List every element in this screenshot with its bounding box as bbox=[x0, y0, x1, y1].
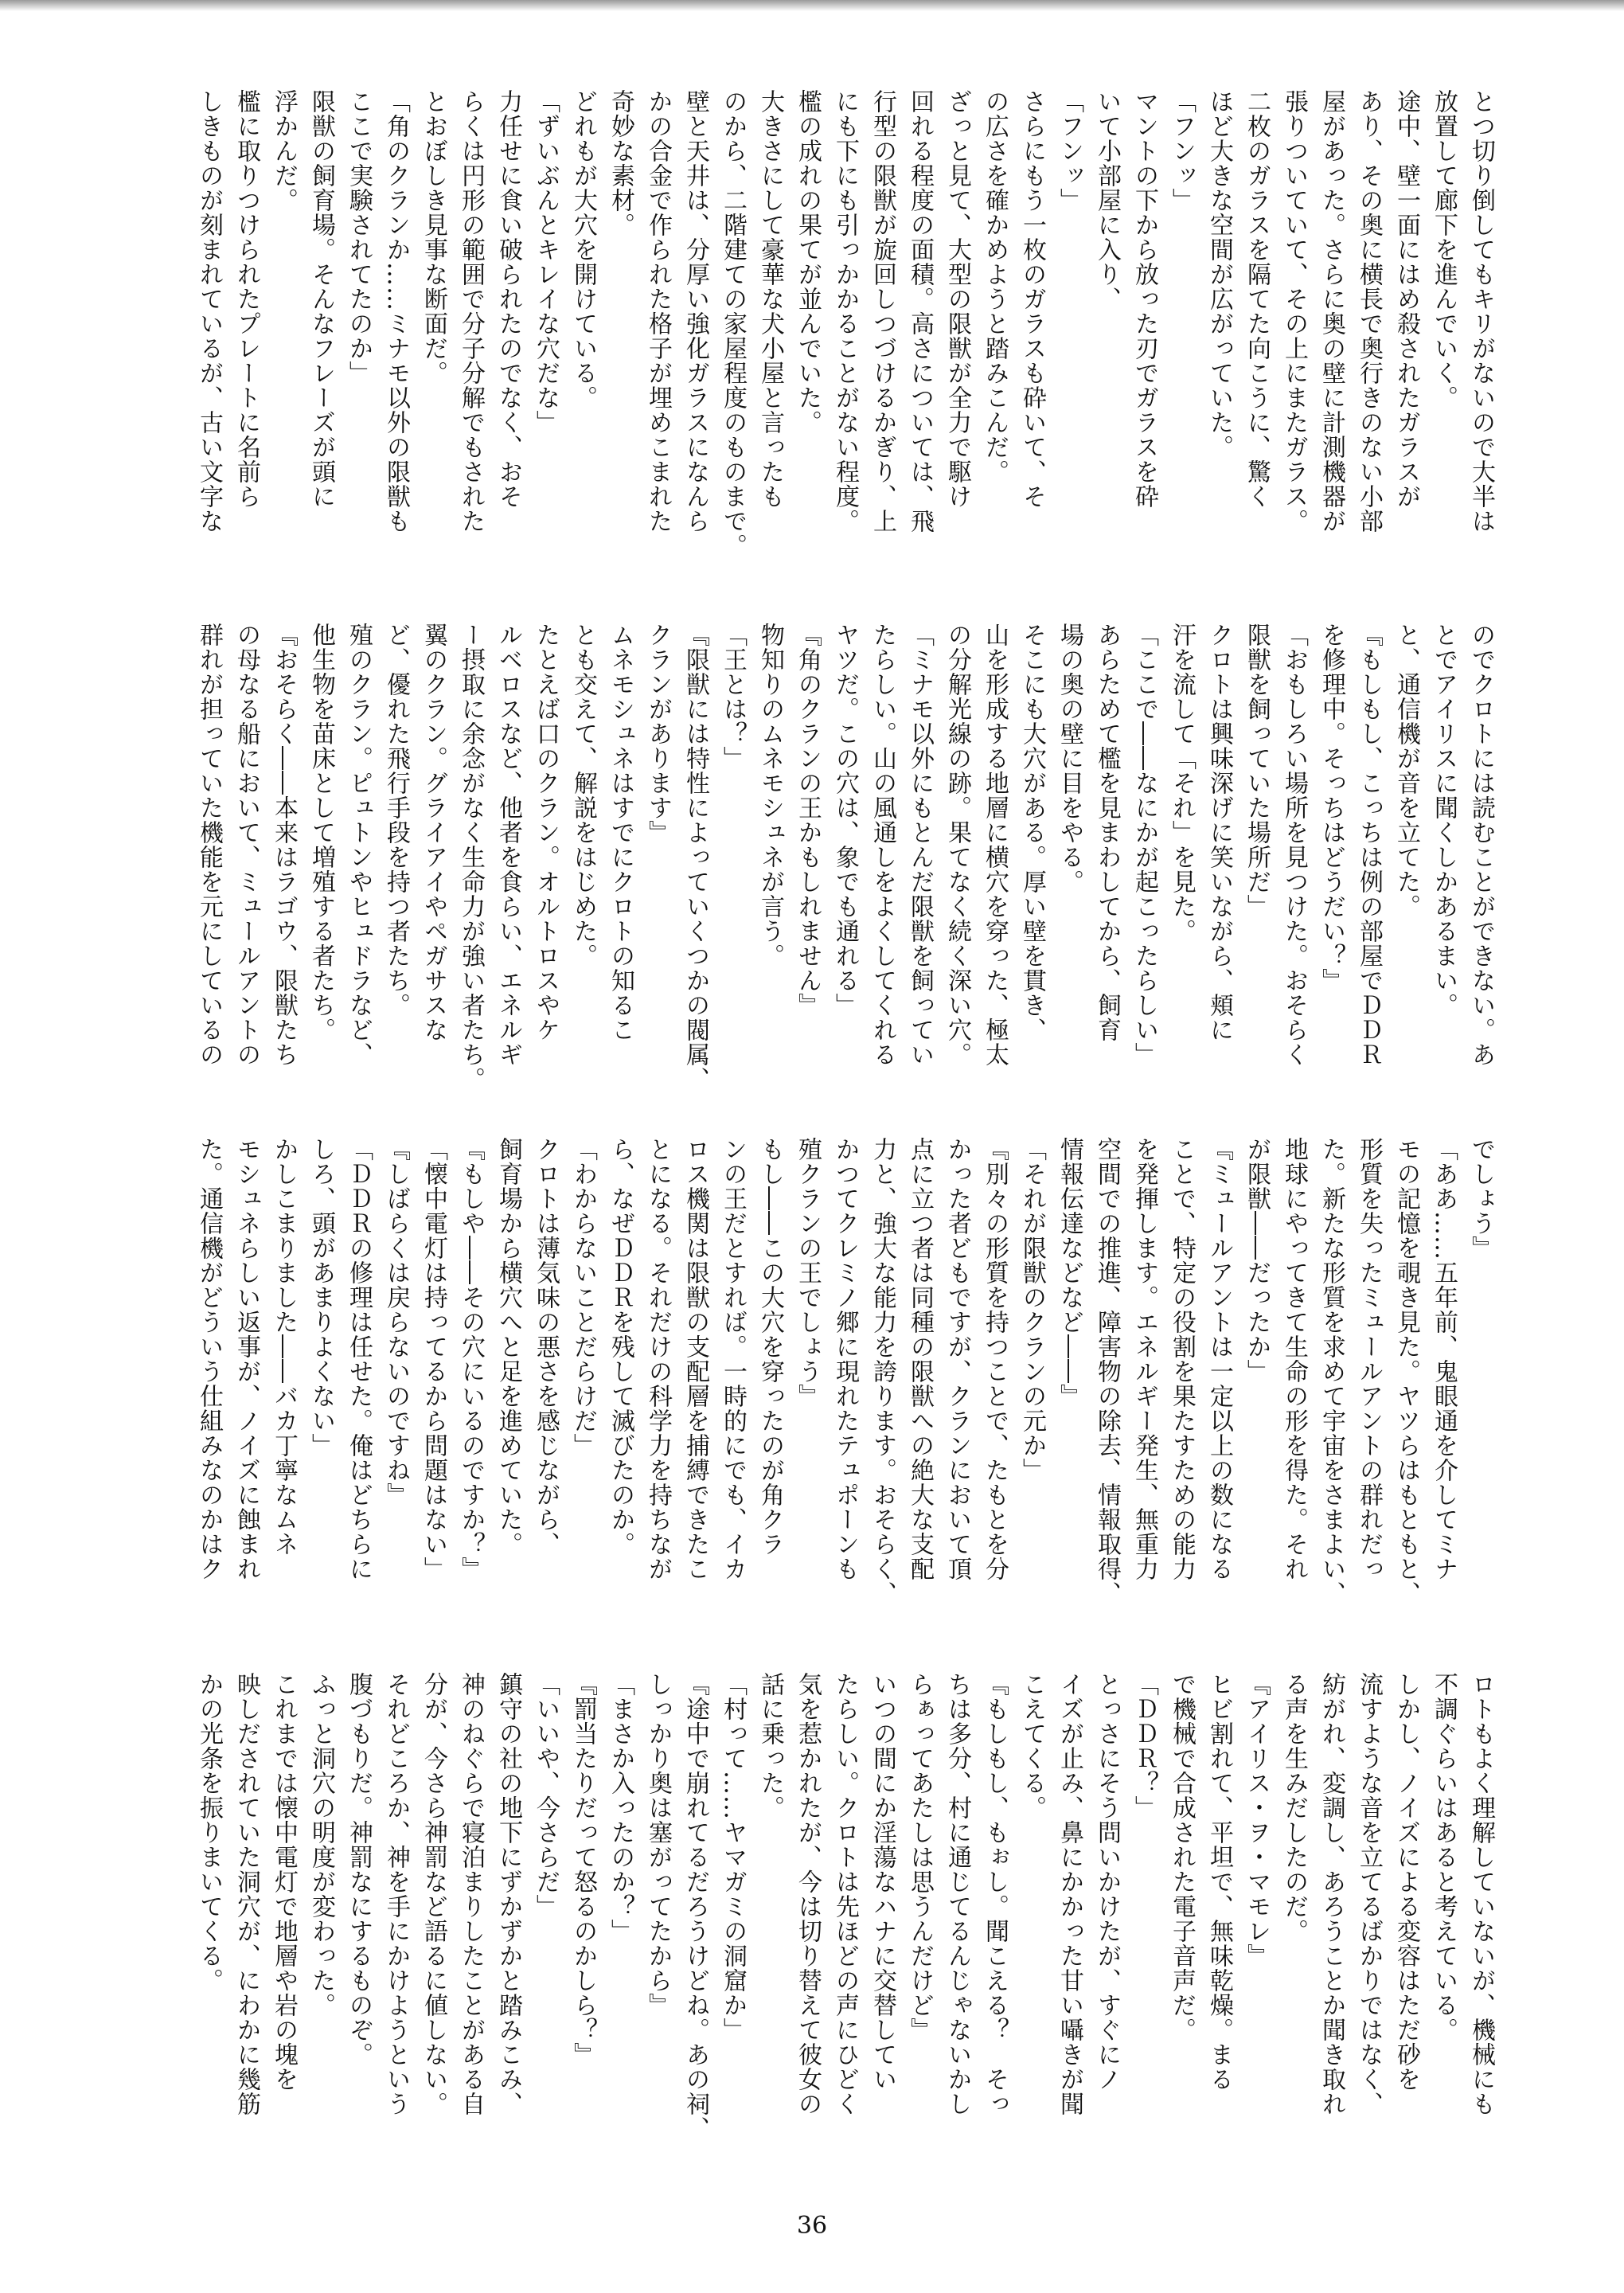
text-column: ロス機関は限獣の支配層を捕縛できたこ bbox=[681, 1137, 709, 1581]
text-column: 紡がれ、変調し、あろうことか聞き取れ bbox=[1318, 1672, 1345, 2116]
text-column: 力任せに食い破られたのでなく、おそ bbox=[494, 89, 522, 509]
text-column: とになる。それだけの科学力を持ちなが bbox=[644, 1137, 672, 1581]
text-column: マントの下から放った刃でガラスを砕 bbox=[1130, 89, 1158, 509]
text-column: 「フンッ」 bbox=[1168, 89, 1196, 213]
text-column: 地球にやってきて生命の形を得た。それ bbox=[1280, 1137, 1308, 1581]
text-column: 『もしや――その穴にいるのですか？』 bbox=[457, 1137, 485, 1581]
text-column: 流すような音を立てるばかりではなく、 bbox=[1355, 1672, 1383, 2116]
text-column: クランがあります』 bbox=[644, 623, 672, 845]
text-column: 『角のクランの王かもしれません』 bbox=[794, 623, 822, 1018]
text-column: それどころか、神を手にかけようという bbox=[382, 1672, 410, 2116]
text-column: 「王とは？」 bbox=[719, 623, 747, 771]
text-column: あり、その奥に横長で奥行きのない小部 bbox=[1355, 89, 1383, 533]
text-column: かった者どもですが、クランにおいて頂 bbox=[943, 1137, 971, 1581]
text-column: 他生物を苗床として増殖する者たち。 bbox=[307, 623, 335, 1042]
text-column: たらしい。山の風通しをよくしてくれる bbox=[869, 623, 896, 1067]
text-column: 「角のクランか……ミナモ以外の限獣も bbox=[382, 89, 410, 533]
text-column: ヤツだ。この穴は、象でも通れる」 bbox=[831, 623, 859, 1018]
text-column: ここで実験されてたのか」 bbox=[345, 89, 373, 385]
text-column: あらためて檻を見まわしてから、飼育 bbox=[1093, 623, 1121, 1042]
text-column: 腹づもりだ。神罰なにするものぞ。 bbox=[345, 1672, 373, 2067]
text-column: を発揮します。エネルギー発生、無重力 bbox=[1130, 1137, 1158, 1581]
text-column: 限獣の飼育場。そんなフレーズが頭に bbox=[307, 89, 335, 509]
text-column: 浮かんだ。 bbox=[270, 89, 298, 213]
text-column: 「フンッ」 bbox=[1056, 89, 1083, 213]
text-column: さらにもう一枚のガラスも砕いて、そ bbox=[1018, 89, 1046, 509]
text-column: クロトは薄気味の悪さを感じながら、 bbox=[532, 1137, 560, 1557]
text-column: 形質を失ったミュールアントの群れだっ bbox=[1355, 1137, 1383, 1581]
text-column: ら、なぜＤＤＲを残して滅びたのか。 bbox=[607, 1137, 634, 1557]
text-column: 『別々の形質を持つことで、たもとを分 bbox=[981, 1137, 1009, 1581]
text-column: ー摂取に余念がなく生命力が強い者たち。 bbox=[457, 623, 485, 1092]
text-column: 行型の限獣が旋回しつづけるかぎり、上 bbox=[869, 89, 896, 533]
text-column: クロトは興味深げに笑いながら、頬に bbox=[1205, 623, 1233, 1042]
text-column: 奇妙な素材。 bbox=[607, 89, 634, 237]
text-column: のでクロトには読むことができない。あ bbox=[1467, 623, 1495, 1067]
text-column: モの記憶を覗き見た。ヤツらはもともと、 bbox=[1392, 1137, 1420, 1606]
text-column: 張りついていて、その上にまたガラス。 bbox=[1280, 89, 1308, 533]
scan-edge-shadow bbox=[0, 0, 1624, 11]
text-tier-2 bbox=[183, 623, 1493, 1105]
text-column: ざっと見て、大型の限獣が全力で駆け bbox=[943, 89, 971, 509]
text-column: の広さを確かめようと踏みこんだ。 bbox=[981, 89, 1009, 484]
text-column: 『しばらくは戻らないのですね』 bbox=[382, 1137, 410, 1507]
text-column: とつ切り倒してもキリがないので大半は bbox=[1467, 89, 1495, 533]
text-column: 力と、強大な能力を誇ります。おそらく、 bbox=[869, 1137, 896, 1606]
text-column: た。新たな形質を求めて宇宙をさまよい、 bbox=[1318, 1137, 1345, 1606]
text-column: 『ミュールアントは一定以上の数になる bbox=[1205, 1137, 1233, 1581]
text-tier-1 bbox=[183, 89, 1493, 572]
text-column: 汗を流して「それ」を見た。 bbox=[1168, 623, 1196, 943]
text-column: 翼のクラン。グライアイやペガサスな bbox=[420, 623, 447, 1042]
text-column: ほど大きな空間が広がっていた。 bbox=[1205, 89, 1233, 459]
text-column: 「ずいぶんとキレイな穴だな」 bbox=[532, 89, 560, 435]
text-column: いつの間にか淫蕩なハナに交替してい bbox=[869, 1672, 896, 2092]
text-column: 気を惹かれたが、今は切り替えて彼女の bbox=[794, 1672, 822, 2116]
text-column: 「ああ……五年前、鬼眼通を介してミナ bbox=[1430, 1137, 1458, 1581]
text-column: る声を生みだしたのだ。 bbox=[1280, 1672, 1308, 1943]
text-column: 「いいや、今さらだ」 bbox=[532, 1672, 560, 1919]
text-column: 分が、今さら神罰など語るに値しない。 bbox=[420, 1672, 447, 2116]
text-column: 物知りのムネモシュネが言う。 bbox=[756, 623, 784, 968]
text-column: 『もしもし、こっちは例の部屋でＤＤＲ bbox=[1355, 623, 1383, 1067]
text-column: 点に立つ者は同種の限獣への絶大な支配 bbox=[906, 1137, 934, 1581]
text-column: 殖クランの王でしょう』 bbox=[794, 1137, 822, 1408]
text-tier-3 bbox=[183, 1137, 1493, 1619]
text-column: 檻の成れの果てが並んでいた。 bbox=[794, 89, 822, 435]
text-column: 空間での推進、障害物の除去、情報取得、 bbox=[1093, 1137, 1121, 1606]
text-column: 不調ぐらいはあると考えている。 bbox=[1430, 1672, 1458, 2042]
text-column: ちは多分、村に通じてるんじゃないかし bbox=[943, 1672, 971, 2116]
text-column: イズが止み、鼻にかかった甘い囁きが聞 bbox=[1056, 1672, 1083, 2116]
text-column: 途中、壁一面にはめ殺されたガラスが bbox=[1392, 89, 1420, 509]
text-column: 鎮守の社の地下にずかずかと踏みこみ、 bbox=[494, 1672, 522, 2116]
text-column: 飼育場から横穴へと足を進めていた。 bbox=[494, 1137, 522, 1557]
text-column: いて小部屋に入り、 bbox=[1093, 89, 1121, 311]
text-column: 「おもしろい場所を見つけた。おそらく bbox=[1280, 623, 1308, 1067]
text-column: 壁と天井は、分厚い強化ガラスになんら bbox=[681, 89, 709, 533]
text-column: 『罰当たりだって怒るのかしら？』 bbox=[569, 1672, 597, 2067]
text-column: ルベロスなど、他者を食らい、エネルギ bbox=[494, 623, 522, 1067]
text-column: の分解光線の跡。果てなく続く深い穴。 bbox=[943, 623, 971, 1067]
text-column: どれもが大穴を開けている。 bbox=[569, 89, 597, 410]
text-column: ふっと洞穴の明度が変わった。 bbox=[307, 1672, 335, 2018]
text-column: 話に乗った。 bbox=[756, 1672, 784, 1820]
text-column: と、通信機が音を立てた。 bbox=[1392, 623, 1420, 919]
text-column: 放置して廊下を進んでいく。 bbox=[1430, 89, 1458, 410]
text-column: もし――この大穴を穿ったのが角クラ bbox=[756, 1137, 784, 1557]
text-column: ロトもよく理解していないが、機械にも bbox=[1467, 1672, 1495, 2116]
text-column: しっかり奥は塞がってたから』 bbox=[644, 1672, 672, 2018]
page-number: 36 bbox=[796, 2212, 828, 2240]
text-column: で機械で合成された電子音声だ。 bbox=[1168, 1672, 1196, 2042]
text-column: しろ、頭があまりよくない」 bbox=[307, 1137, 335, 1458]
text-column: らくは円形の範囲で分子分解でもされた bbox=[457, 89, 485, 533]
text-column: 「ミナモ以外にもとんだ限獣を飼ってい bbox=[906, 623, 934, 1067]
text-column: 殖のクラン。ピュトンやヒュドラなど、 bbox=[345, 623, 373, 1067]
text-column: 映しだされていた洞穴が、にわかに幾筋 bbox=[232, 1672, 260, 2116]
text-column: にも下にも引っかかることがない程度。 bbox=[831, 89, 859, 533]
text-column: とも交えて、解説をはじめた。 bbox=[569, 623, 597, 968]
text-column: 回れる程度の面積。高さについては、飛 bbox=[906, 89, 934, 533]
text-column: 場の奥の壁に目をやる。 bbox=[1056, 623, 1083, 894]
text-column: ヒビ割れて、平坦で、無味乾燥。まる bbox=[1205, 1672, 1233, 2092]
text-column: らぁってあたしは思うんだけど』 bbox=[906, 1672, 934, 2042]
text-column: しかし、ノイズによる変容はただ砂を bbox=[1392, 1672, 1420, 2092]
text-column: 「わからないことだらけだ」 bbox=[569, 1137, 597, 1458]
text-column: 「まさか入ったのか？」 bbox=[607, 1672, 634, 1943]
text-column: 『限獣には特性によっていくつかの閥属、 bbox=[681, 623, 709, 1092]
text-column: とっさにそう問いかけたが、すぐにノ bbox=[1093, 1672, 1121, 2092]
text-column: たとえば口のクラン。オルトロスやケ bbox=[532, 623, 560, 1042]
text-column: 「懐中電灯は持ってるから問題はない」 bbox=[420, 1137, 447, 1581]
text-column: かつてクレミノ郷に現れたテュポーンも bbox=[831, 1137, 859, 1581]
text-column: しきものが刻まれているが、古い文字な bbox=[195, 89, 223, 533]
text-column: 『もしもし、もぉし。聞こえる？ そっ bbox=[981, 1672, 1009, 2116]
text-column: た。通信機がどういう仕組みなのかはク bbox=[195, 1137, 223, 1581]
text-column: を修理中。そっちはどうだい？』 bbox=[1318, 623, 1345, 993]
text-column: かしこまりました――バカ丁寧なムネ bbox=[270, 1137, 298, 1557]
text-column: たらしい。クロトは先ほどの声にひどく bbox=[831, 1672, 859, 2116]
text-column: 檻に取りつけられたプレートに名前ら bbox=[232, 89, 260, 509]
text-column: こえてくる。 bbox=[1018, 1672, 1046, 1820]
text-column: 大きさにして豪華な犬小屋と言ったも bbox=[756, 89, 784, 509]
text-column: かの光条を振りまいてくる。 bbox=[195, 1672, 223, 1993]
text-column: 山を形成する地層に横穴を穿った、極太 bbox=[981, 623, 1009, 1067]
text-column: 「ＤＤＲ？」 bbox=[1130, 1672, 1158, 1820]
text-column: 「それが限獣のクランの元か」 bbox=[1018, 1137, 1046, 1482]
text-column: とでアイリスに聞くしかあるまい。 bbox=[1430, 623, 1458, 1018]
text-column: そこにも大穴がある。厚い壁を貫き、 bbox=[1018, 623, 1046, 1042]
text-column: 神のねぐらで寝泊まりしたことがある自 bbox=[457, 1672, 485, 2116]
text-column: のから、二階建ての家屋程度のものまで。 bbox=[719, 89, 747, 558]
text-column: 二枚のガラスを隔てた向こうに、驚く bbox=[1243, 89, 1271, 509]
text-column: とおぼしき見事な断面だ。 bbox=[420, 89, 447, 385]
text-column: 「ＤＤＲの修理は任せた。俺はどちらに bbox=[345, 1137, 373, 1581]
text-column: 「村って……ヤマガミの洞窟か」 bbox=[719, 1672, 747, 2042]
text-column: ムネモシュネはすでにクロトの知るこ bbox=[607, 623, 634, 1042]
text-column: ど、優れた飛行手段を持つ者たち。 bbox=[382, 623, 410, 1018]
text-column: ンの王だとすれば。一時的にでも、イカ bbox=[719, 1137, 747, 1581]
text-column: 『アイリス・ヲ・マモレ』 bbox=[1243, 1672, 1271, 1968]
text-column: モシュネらしい返事が、ノイズに蝕まれ bbox=[232, 1137, 260, 1581]
text-column: 『途中で崩れてるだろうけどね。あの祠、 bbox=[681, 1672, 709, 2141]
text-column: 屋があった。さらに奥の壁に計測機器が bbox=[1318, 89, 1345, 533]
text-column: 限獣を飼っていた場所だ」 bbox=[1243, 623, 1271, 919]
text-column: 『おそらく――本来はラゴウ、限獣たち bbox=[270, 623, 298, 1067]
text-column: でしょう』 bbox=[1467, 1137, 1495, 1260]
text-column: の母なる船において、ミュールアントの bbox=[232, 623, 260, 1067]
text-column: これまでは懐中電灯で地層や岩の塊を bbox=[270, 1672, 298, 2092]
text-column: ことで、特定の役割を果たすための能力 bbox=[1168, 1137, 1196, 1581]
text-column: が限獣――だったか」 bbox=[1243, 1137, 1271, 1384]
text-column: 群れが担っていた機能を元にしているの bbox=[195, 623, 223, 1067]
text-column: 情報伝達などなど――』 bbox=[1056, 1137, 1083, 1408]
text-tier-4 bbox=[183, 1672, 1493, 2150]
text-column: 「ここで――なにかが起こったらしい」 bbox=[1130, 623, 1158, 1067]
text-column: かの合金で作られた格子が埋めこまれた bbox=[644, 89, 672, 533]
